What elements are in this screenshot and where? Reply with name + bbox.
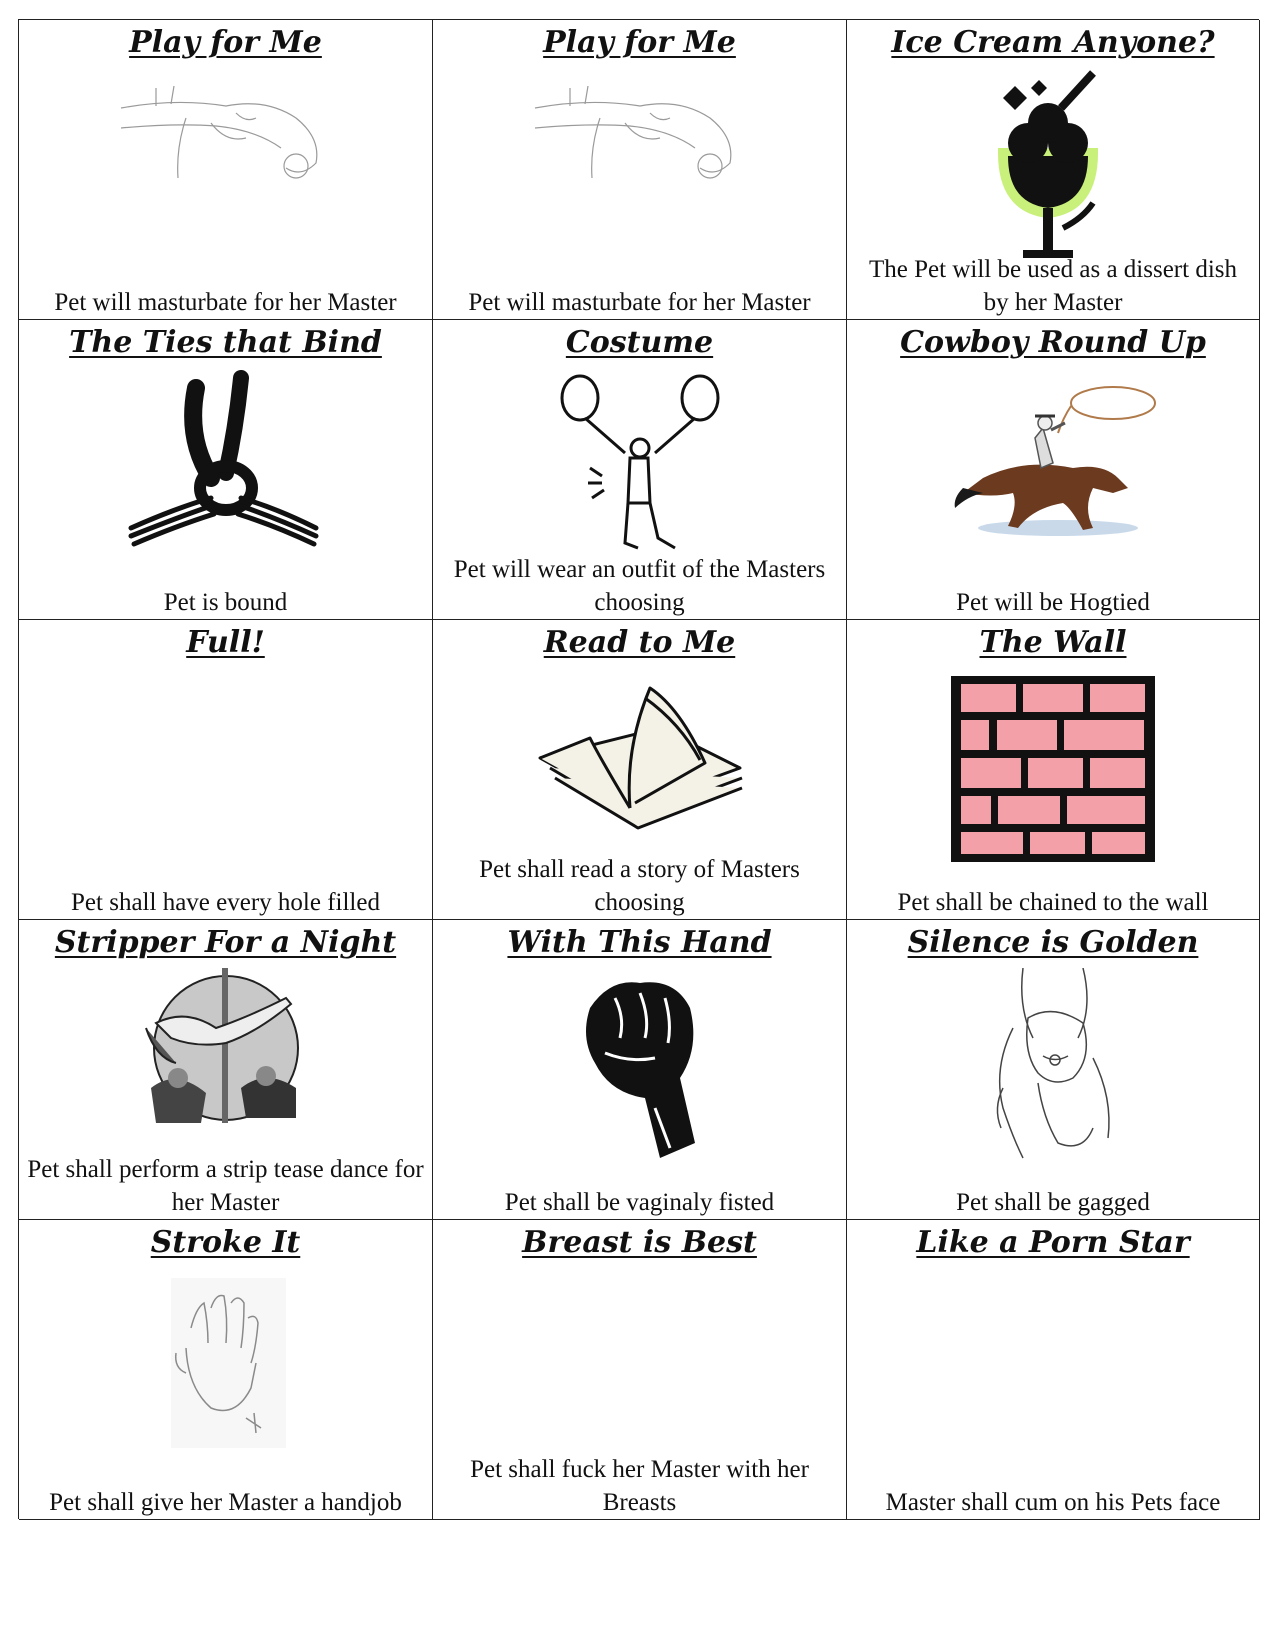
card-title: Silence is Golden [907,925,1199,960]
card-description: Pet shall be gagged [956,1189,1150,1216]
card-silence-is-golden [847,920,1260,1220]
card-read-to-me [433,620,847,920]
reclining-figure-icon [116,68,336,268]
card-title: Play for Me [129,25,322,60]
card-title: Play for Me [543,25,736,60]
card-stroke-it [19,1220,433,1520]
card-like-a-porn-star [847,1220,1260,1520]
brick-wall-icon [943,668,1163,868]
card-the-wall [847,620,1260,920]
card-title: With This Hand [507,925,772,960]
card-cowboy-round-up [847,320,1260,620]
fist-icon [530,968,750,1168]
card-play-for-me-2 [433,20,847,320]
card-description: Pet shall give her Master a handjob [49,1489,402,1516]
card-title: Costume [565,325,714,360]
card-description: Pet will wear an outfit of the Masters choosing [453,556,826,616]
card-ice-cream [847,20,1260,320]
hand-sketch-icon [116,1268,336,1468]
gagged-figure-icon [943,968,1163,1168]
card-title: The Wall [979,625,1127,660]
card-description: Pet shall fuck her Master with her Breasts [470,1456,809,1516]
card-title: Stroke It [150,1225,301,1260]
card-description: Pet shall have every hole filled [71,889,380,916]
card-description: Pet is bound [163,589,288,616]
card-title: The Ties that Bind [69,325,382,360]
card-title: Breast is Best [522,1225,757,1260]
card-costume [433,320,847,620]
card-play-for-me-1 [19,20,433,320]
card-description: Pet shall perform a strip tease dance for her Master [27,1156,424,1216]
cowboy-lasso-icon [943,368,1163,568]
card-title: Cowboy Round Up [900,325,1206,360]
card-title: Ice Cream Anyone? [891,25,1215,60]
open-book-icon [530,668,750,868]
pole-dancer-icon [116,968,336,1168]
card-description: Master shall cum on his Pets face [885,1489,1221,1516]
card-with-this-hand [433,920,847,1220]
card-full [19,620,433,920]
card-description: The Pet will be used as a dissert dish by her Master [869,256,1237,316]
card-description: Pet will masturbate for her Master [468,289,811,316]
card-ties-that-bind [19,320,433,620]
reclining-figure-icon [530,68,750,268]
card-stripper-for-a-night [19,920,433,1220]
card-breast-is-best [433,1220,847,1520]
card-description: Pet shall read a story of Masters choosing [479,856,800,916]
card-title: Read to Me [543,625,736,660]
card-description: Pet will be Hogtied [956,589,1150,616]
card-description: Pet shall be chained to the wall [897,889,1209,916]
ice-cream-sundae-icon [943,68,1163,268]
card-sheet [18,19,1259,1519]
rope-knot-icon [116,368,336,568]
card-title: Stripper For a Night [54,925,397,960]
card-title: Full! [186,625,265,660]
card-title: Like a Porn Star [916,1225,1190,1260]
card-description: Pet will masturbate for her Master [54,289,397,316]
cheerleader-icon [530,368,750,568]
card-description: Pet shall be vaginaly fisted [504,1189,775,1216]
